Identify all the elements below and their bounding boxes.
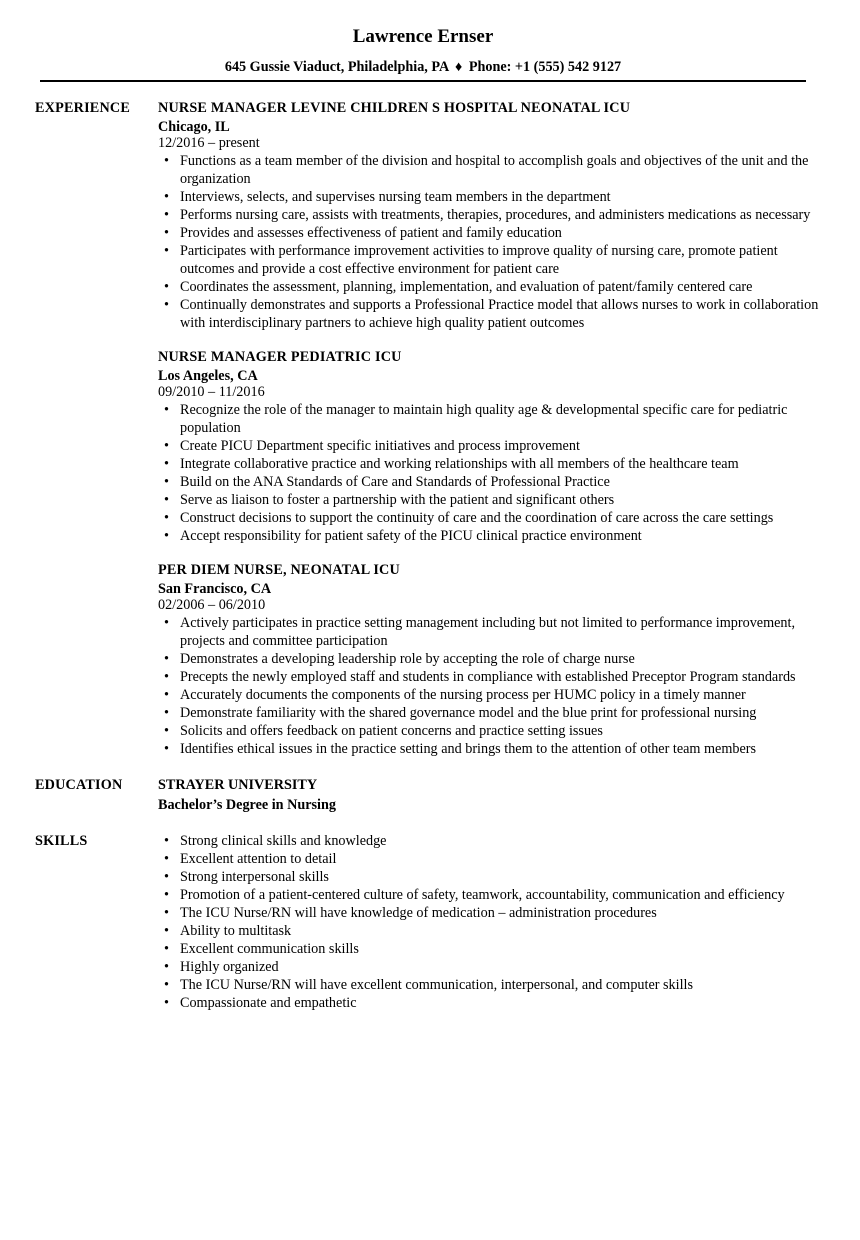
skill-text: Strong clinical skills and knowledge (180, 833, 387, 849)
contact-separator: ♦ (455, 59, 463, 75)
school-name: STRAYER UNIVERSITY (158, 777, 318, 793)
job-location: San Francisco, CA (158, 581, 272, 597)
list-item (164, 188, 820, 206)
bullet-icon: • (164, 474, 169, 490)
bullet-icon: • (164, 941, 169, 957)
job-entry (158, 561, 820, 758)
bullet-icon: • (164, 492, 169, 508)
bullet-icon: • (164, 243, 169, 259)
skill-text: Excellent communication skills (180, 941, 359, 957)
list-item (164, 614, 820, 650)
skill-text: The ICU Nurse/RN will have excellent communication, interpersonal, and computer skills (180, 977, 693, 993)
list-item (164, 527, 820, 545)
bullet-icon: • (164, 189, 169, 205)
bullet-text: Demonstrate familiarity with the shared governance model and the blue print for professional nursing (180, 705, 757, 721)
list-item (164, 455, 820, 473)
bullet-icon: • (164, 153, 169, 169)
bullet-text: Identifies ethical issues in the practice setting and brings them to the attention of other team members (180, 741, 756, 757)
list-item (164, 242, 820, 278)
list-item (164, 437, 820, 455)
list-item (164, 722, 820, 740)
bullet-icon: • (164, 887, 169, 903)
bullet-text: Actively participates in practice setting management including but not limited to performance improvement, projects and committee participation (180, 615, 795, 649)
list-item (164, 152, 820, 188)
experience-section (35, 99, 820, 776)
bullet-icon: • (164, 207, 169, 223)
skills-body (158, 832, 820, 1012)
bullet-text: Accurately documents the components of the nursing process per HUMC policy in a timely manner (180, 687, 746, 703)
bullet-icon: • (164, 669, 169, 685)
resume-header (40, 25, 806, 76)
list-item (164, 958, 820, 976)
job-title: NURSE MANAGER LEVINE CHILDREN S HOSPITAL NEONATAL ICU (158, 100, 631, 116)
list-item (164, 976, 820, 994)
bullet-icon: • (164, 510, 169, 526)
skills-list (158, 832, 820, 1012)
list-item (164, 940, 820, 958)
bullet-icon: • (164, 723, 169, 739)
list-item (164, 994, 820, 1012)
job-entry (158, 99, 820, 332)
education-label: EDUCATION (35, 777, 123, 793)
bullet-icon: • (164, 851, 169, 867)
job-location: Chicago, IL (158, 119, 230, 135)
job-location: Los Angeles, CA (158, 368, 258, 384)
bullet-text: Performs nursing care, assists with treatments, therapies, procedures, and administers medications as necessary (180, 207, 811, 223)
phone: Phone: +1 (555) 542 9127 (468, 59, 622, 75)
list-item (164, 868, 820, 886)
bullet-text: Demonstrates a developing leadership role by accepting the role of charge nurse (180, 651, 635, 667)
list-item (164, 922, 820, 940)
skills-label: SKILLS (35, 833, 88, 849)
bullet-icon: • (164, 905, 169, 921)
skill-text: Highly organized (180, 959, 279, 975)
bullet-text: Continually demonstrates and supports a Professional Practice model that allows nurses to work in collaboration with interdisciplinary partners to achieve high quality patient outcomes (180, 297, 819, 331)
job-dates: 09/2010 – 11/2016 (158, 384, 265, 400)
job-entry (158, 348, 820, 545)
bullet-icon: • (164, 297, 169, 313)
skills-section (35, 832, 820, 1012)
job-bullets (158, 152, 820, 332)
list-item (164, 704, 820, 722)
bullet-icon: • (164, 651, 169, 667)
bullet-icon: • (164, 456, 169, 472)
bullet-text: Build on the ANA Standards of Care and Standards of Professional Practice (180, 474, 610, 490)
job-dates: 02/2006 – 06/2010 (158, 597, 266, 613)
list-item (164, 650, 820, 668)
skill-text: Promotion of a patient-centered culture of safety, teamwork, accountability, communication and efficiency (180, 887, 785, 903)
skill-text: Excellent attention to detail (180, 851, 337, 867)
bullet-text: Integrate collaborative practice and working relationships with all members of the healthcare team (180, 456, 739, 472)
list-item (164, 904, 820, 922)
degree-name: Bachelor’s Degree in Nursing (158, 797, 336, 813)
job-dates: 12/2016 – present (158, 135, 260, 151)
bullet-text: Participates with performance improvement activities to improve quality of nursing care, promote patient outcomes and provide a cost effective environment for patient care (180, 243, 778, 277)
job-bullets (158, 401, 820, 545)
bullet-text: Provides and assesses effectiveness of patient and family education (180, 225, 562, 241)
education-body (158, 776, 820, 814)
list-item (164, 206, 820, 224)
bullet-icon: • (164, 528, 169, 544)
list-item (164, 278, 820, 296)
contact-line (40, 58, 806, 76)
bullet-text: Construct decisions to support the continuity of care and the coordination of care across the care settings (180, 510, 774, 526)
list-item (164, 668, 820, 686)
bullet-icon: • (164, 977, 169, 993)
bullet-icon: • (164, 741, 169, 757)
bullet-icon: • (164, 615, 169, 631)
list-item (164, 473, 820, 491)
list-item (164, 686, 820, 704)
bullet-text: Create PICU Department specific initiatives and process improvement (180, 438, 580, 454)
bullet-text: Functions as a team member of the division and hospital to accomplish goals and objectives of the unit and the organization (180, 153, 809, 187)
bullet-icon: • (164, 959, 169, 975)
bullet-text: Serve as liaison to foster a partnership with the patient and significant others (180, 492, 615, 508)
bullet-text: Precepts the newly employed staff and students in compliance with established Preceptor Program standards (180, 669, 796, 685)
bullet-text: Recognize the role of the manager to maintain high quality age & developmental specific care for pediatric population (180, 402, 788, 436)
bullet-text: Accept responsibility for patient safety of the PICU clinical practice environment (180, 528, 642, 544)
bullet-icon: • (164, 995, 169, 1011)
bullet-icon: • (164, 438, 169, 454)
bullet-icon: • (164, 705, 169, 721)
experience-body (158, 99, 820, 776)
skill-text: Strong interpersonal skills (180, 869, 329, 885)
list-item (164, 886, 820, 904)
list-item (164, 491, 820, 509)
list-item (164, 509, 820, 527)
bullet-text: Solicits and offers feedback on patient concerns and practice setting issues (180, 723, 603, 739)
list-item (164, 224, 820, 242)
education-section (35, 776, 820, 814)
header-divider (40, 80, 806, 82)
list-item (164, 740, 820, 758)
experience-label: EXPERIENCE (35, 100, 131, 116)
job-title: NURSE MANAGER PEDIATRIC ICU (158, 349, 402, 365)
skill-text: Ability to multitask (180, 923, 292, 939)
bullet-icon: • (164, 687, 169, 703)
candidate-name: Lawrence Ernser (352, 26, 494, 47)
bullet-text: Interviews, selects, and supervises nursing team members in the department (180, 189, 611, 205)
list-item (164, 832, 820, 850)
bullet-icon: • (164, 402, 169, 418)
bullet-icon: • (164, 869, 169, 885)
job-title: PER DIEM NURSE, NEONATAL ICU (158, 562, 400, 578)
bullet-icon: • (164, 833, 169, 849)
skill-text: The ICU Nurse/RN will have knowledge of medication – administration procedures (180, 905, 657, 921)
bullet-text: Coordinates the assessment, planning, implementation, and evaluation of patent/family centered care (180, 279, 753, 295)
list-item (164, 296, 820, 332)
bullet-icon: • (164, 225, 169, 241)
bullet-icon: • (164, 923, 169, 939)
bullet-icon: • (164, 279, 169, 295)
list-item (164, 850, 820, 868)
address: 645 Gussie Viaduct, Philadelphia, PA (224, 59, 449, 75)
list-item (164, 401, 820, 437)
job-bullets (158, 614, 820, 758)
skill-text: Compassionate and empathetic (180, 995, 357, 1011)
